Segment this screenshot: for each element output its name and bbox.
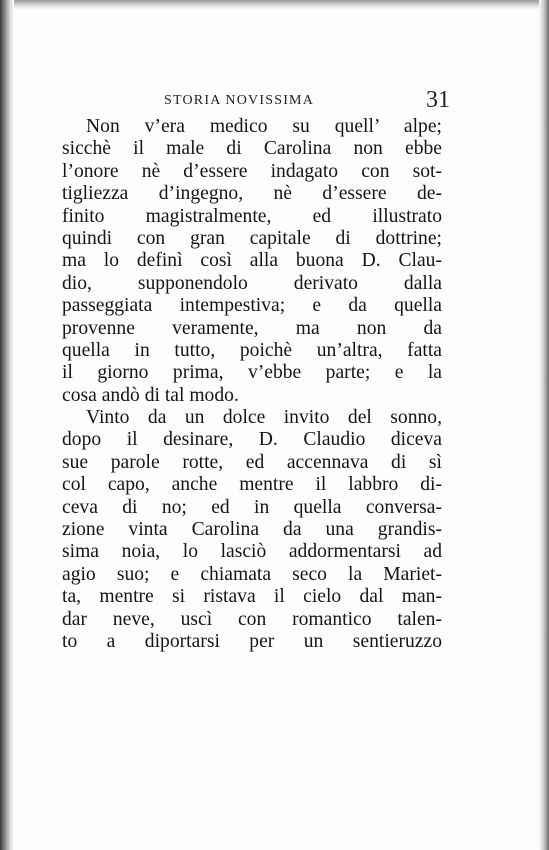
text-line: zione vinta Carolina da una grandis- (62, 519, 442, 541)
text-line: Non v’era medico su quell’ alpe; (86, 116, 442, 137)
text-line: agio suo; e chiamata seco la Mariet- (62, 563, 442, 585)
paragraph-1 (62, 116, 442, 407)
text-line: cosa andò di tal modo. (62, 384, 239, 406)
text-line: l’onore nè d’essere indagato con sot- (62, 160, 442, 182)
page-binding-shadow (0, 0, 14, 850)
text-line: col capo, anche mentre il labbro di- (62, 474, 442, 496)
running-title: STORIA NOVISSIMA (164, 93, 315, 108)
text-line: dio, supponendolo derivato dalla (62, 272, 442, 294)
page-shadow-right (539, 0, 549, 850)
body-text (62, 116, 442, 653)
text-line: ma lo definì così alla buona D. Clau- (62, 250, 442, 272)
paragraph-2 (62, 407, 442, 653)
text-line: to a diportarsi per un sentieruzzo (62, 630, 442, 652)
page-shadow-top (0, 0, 549, 10)
text-line: quella in tutto, poichè un’altra, fatta (62, 339, 442, 361)
text-line: tigliezza d’ingegno, nè d’essere de- (62, 183, 442, 205)
text-line: dopo il desinare, D. Claudio diceva (62, 429, 442, 451)
text-line: quindi con gran capitale di dottrine; (62, 227, 442, 249)
text-line: dar neve, uscì con romantico talen- (62, 608, 442, 630)
text-line: ta, mentre si ristava il cielo dal man- (62, 586, 442, 608)
running-head (62, 87, 450, 115)
text-line: provenne veramente, ma non da (62, 317, 442, 339)
page-number: 31 (426, 87, 450, 113)
text-line: sicchè il male di Carolina non ebbe (62, 138, 442, 160)
text-line: ceva di no; ed in quella conversa- (62, 496, 442, 518)
text-line: passeggiata intempestiva; e da quella (62, 295, 442, 317)
text-line: Vinto da un dolce invito del sonno, (86, 407, 442, 429)
text-line: il giorno prima, v’ebbe parte; e la (62, 362, 442, 384)
text-line: finito magistralmente, ed illustrato (62, 205, 442, 227)
text-line: sue parole rotte, ed accennava di sì (62, 451, 442, 473)
text-line: sima noia, lo lasciò addormentarsi ad (62, 541, 442, 563)
